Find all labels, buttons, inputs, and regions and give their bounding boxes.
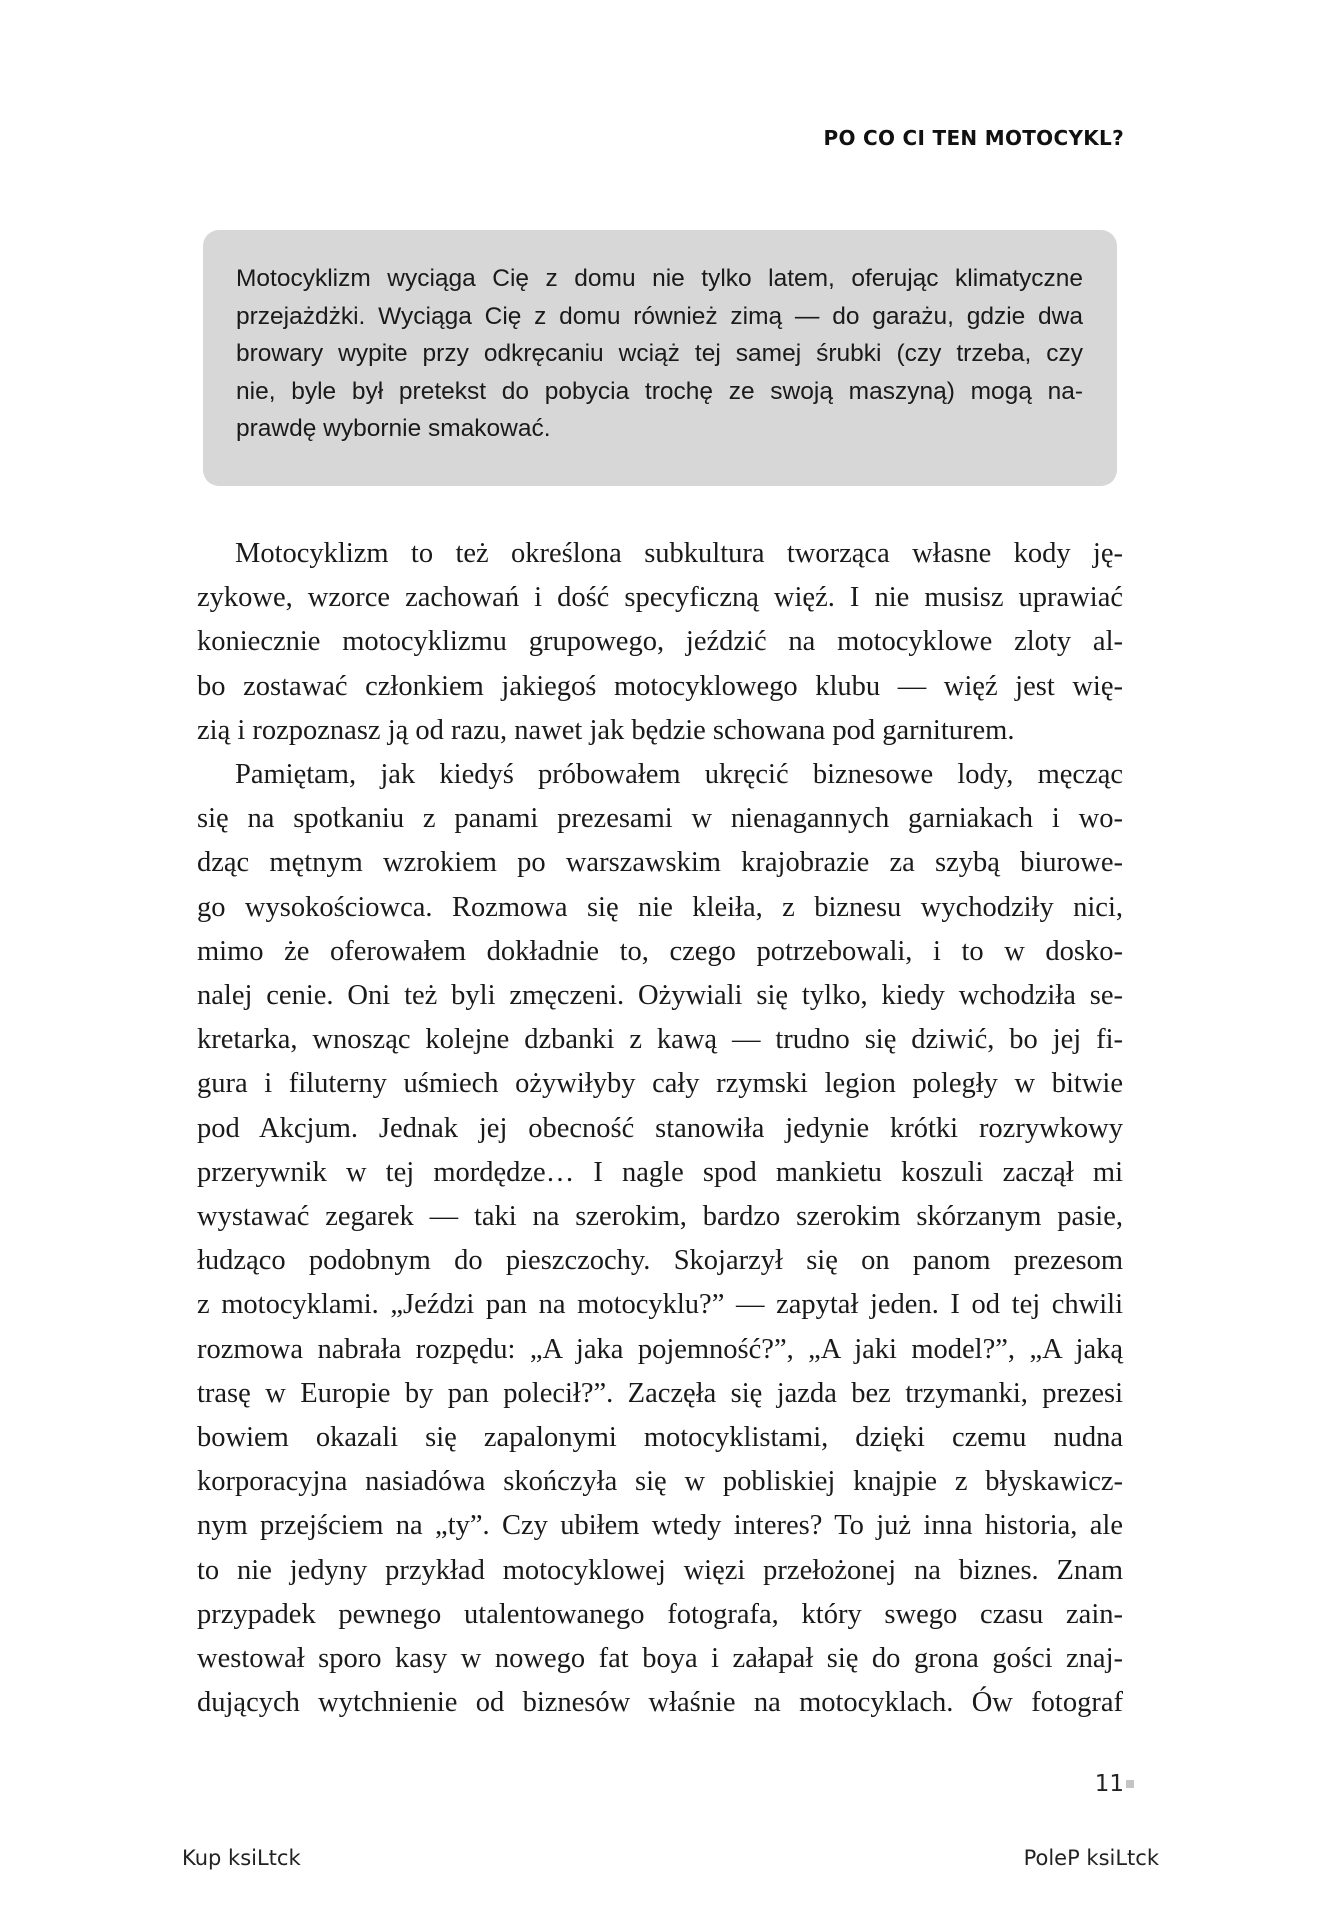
text-line: wystawać zegarek — taki na szerokim, bardzo szerokim skórzanym pasie, — [197, 1201, 1123, 1233]
running-header: PO CO CI TEN MOTOCYKL? — [823, 126, 1124, 150]
text-line: dujących wytchnienie od biznesów właśnie na motocyklach. Ów fotograf — [197, 1687, 1123, 1719]
footer-buy-book-link[interactable] — [182, 1846, 301, 1870]
text-line: bo zostawać członkiem jakiegoś motocyklowego klubu — więź jest wię- — [197, 670, 1123, 702]
text-line: bowiem okazali się zapalonymi motocyklistami, dzięki czemu nudna — [197, 1422, 1123, 1454]
text-line: przerywnik w tej mordędze… I nagle spod mankietu koszuli zaczął mi — [197, 1156, 1123, 1188]
text-line: z motocyklami. „Jeździ pan na motocyklu?” — zapytał jeden. I od tej chwili — [197, 1289, 1123, 1321]
page-number: 11 — [1094, 1771, 1124, 1797]
callout-text — [236, 260, 1083, 448]
page-marker-square — [1126, 1780, 1134, 1788]
callout-box — [203, 230, 1117, 486]
body-text — [197, 532, 1123, 1725]
text-line: mimo że oferowałem dokładnie to, czego potrzebowali, i to w dosko- — [197, 935, 1123, 967]
text-line: to nie jedyny przykład motocyklowej więzi przełożonej na biznes. Znam — [197, 1554, 1123, 1586]
text-line: Pamiętam, jak kiedyś próbowałem ukręcić biznesowe lody, męcząc — [235, 759, 1123, 791]
callout-line: przejażdżki. Wyciąga Cię z domu również zimą — do garażu, gdzie dwa — [236, 302, 1083, 330]
text-line: nym przejściem na „ty”. Czy ubiłem wtedy interes? To już inna historia, ale — [197, 1510, 1123, 1542]
footer-recommend-book-link[interactable] — [1024, 1846, 1159, 1870]
text-line: rozmowa nabrała rozpędu: „A jaka pojemność?”, „A jaki model?”, „A jaką — [197, 1333, 1123, 1365]
text-line: dząc mętnym wzrokiem po warszawskim krajobrazie za szybą biurowe- — [197, 847, 1123, 879]
callout-line: Motocyklizm wyciąga Cię z domu nie tylko latem, oferując klimatyczne — [236, 265, 1083, 292]
text-line: Motocyklizm to też określona subkultura tworząca własne kody ję- — [235, 538, 1123, 569]
callout-line: nie, byle był pretekst do pobycia trochę ze swoją maszyną) mogą na- — [236, 377, 1083, 405]
text-line: przypadek pewnego utalentowanego fotografa, który swego czasu zain- — [197, 1598, 1123, 1630]
text-line: korporacyjna nasiadówa skończyła się w pobliskiej knajpie z błyskawicz- — [197, 1466, 1123, 1498]
paragraph-2 — [197, 753, 1123, 1725]
callout-line: browary wypite przy odkręcaniu wciąż tej samej śrubki (czy trzeba, czy — [236, 340, 1083, 367]
text-line: się na spotkaniu z panami prezesami w nienagannych garniakach i wo- — [197, 803, 1123, 835]
footer-right-garbled: Ltck — [1115, 1846, 1159, 1870]
paragraph-1 — [197, 532, 1123, 753]
text-line: zią i rozpoznasz ją od razu, nawet jak będzie schowana pod garniturem. — [197, 714, 1015, 746]
footer-right-text: PoleP ksi — [1023, 1846, 1116, 1870]
text-line: westował sporo kasy w nowego fat boya i załapał się do grona gości znaj- — [197, 1643, 1123, 1675]
footer-left-text: Kup ksi — [182, 1846, 257, 1870]
text-line: pod Akcjum. Jednak jej obecność stanowiła jedynie krótki rozrywkowy — [197, 1112, 1123, 1144]
text-line: łudząco podobnym do pieszczochy. Skojarzył się on panom prezesom — [197, 1245, 1123, 1277]
text-line: gura i filuterny uśmiech ożywiłyby cały rzymski legion poległy w bitwie — [197, 1068, 1123, 1100]
callout-line: prawdę wybornie smakować. — [236, 415, 551, 442]
text-line: koniecznie motocyklizmu grupowego, jeździć na motocyklowe zloty al- — [197, 626, 1123, 658]
text-line: go wysokościowca. Rozmowa się nie kleiła, z biznesu wychodziły nici, — [197, 891, 1123, 923]
text-line: trasę w Europie by pan polecił?”. Zaczęła się jazda bez trzymanki, prezesi — [197, 1377, 1123, 1409]
text-line: kretarka, wnosząc kolejne dzbanki z kawą — trudno się dziwić, bo jej fi- — [197, 1024, 1123, 1056]
footer-left-garbled: Ltck — [256, 1846, 301, 1870]
text-line: zykowe, wzorce zachowań i dość specyficzną więź. I nie musisz uprawiać — [197, 582, 1123, 614]
text-line: nalej cenie. Oni też byli zmęczeni. Ożywiali się tylko, kiedy wchodziła se- — [197, 980, 1123, 1012]
